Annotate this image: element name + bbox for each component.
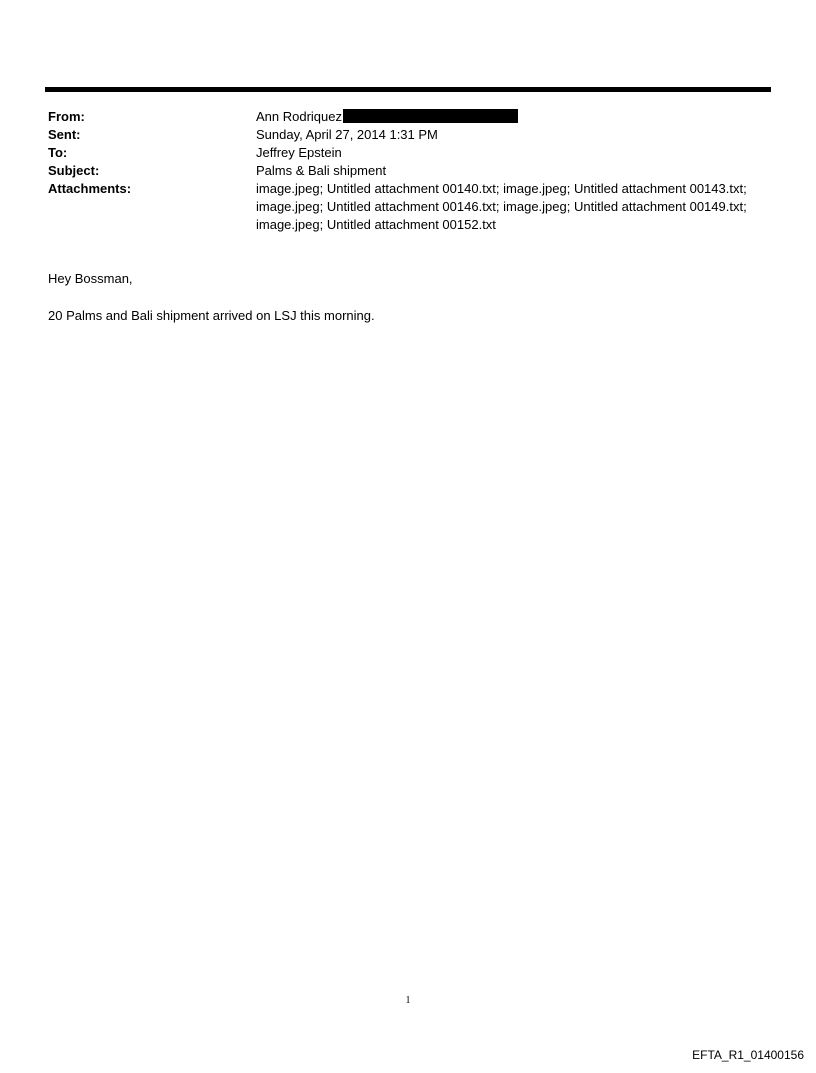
subject-row <box>48 162 770 180</box>
subject-label: Subject: <box>48 163 100 178</box>
redaction-block <box>343 109 518 123</box>
greeting: Hey Bossman, <box>48 271 133 286</box>
email-body <box>48 270 768 344</box>
document-id: EFTA_R1_01400156 <box>692 1048 804 1062</box>
to-label: To: <box>48 145 68 160</box>
from-label: From: <box>48 109 85 124</box>
to-row <box>48 144 770 162</box>
attachments-label: Attachments: <box>48 181 132 196</box>
subject-value: Palms & Bali shipment <box>256 163 387 178</box>
from-value: Ann Rodriquez <box>256 109 342 124</box>
attachments-row <box>48 180 770 234</box>
sent-value: Sunday, April 27, 2014 1:31 PM <box>256 127 438 142</box>
message-text: 20 Palms and Bali shipment arrived on LSJ this morning. <box>48 308 375 323</box>
header-divider <box>45 87 771 92</box>
sent-label: Sent: <box>48 127 81 142</box>
attachments-value: image.jpeg; Untitled attachment 00140.txt; image.jpeg; Untitled attachment 00143.txt; image.jpeg; Untitled attachment 00146.txt; image.jpeg; Untitled attachment 00149.txt; image.jpeg; Untitled attachment 00152.txt <box>256 181 747 232</box>
from-value-container <box>256 108 770 126</box>
to-value: Jeffrey Epstein <box>256 145 342 160</box>
from-row <box>48 108 770 126</box>
page-number: 1 <box>405 995 411 1006</box>
email-header <box>48 108 770 234</box>
sent-row <box>48 126 770 144</box>
